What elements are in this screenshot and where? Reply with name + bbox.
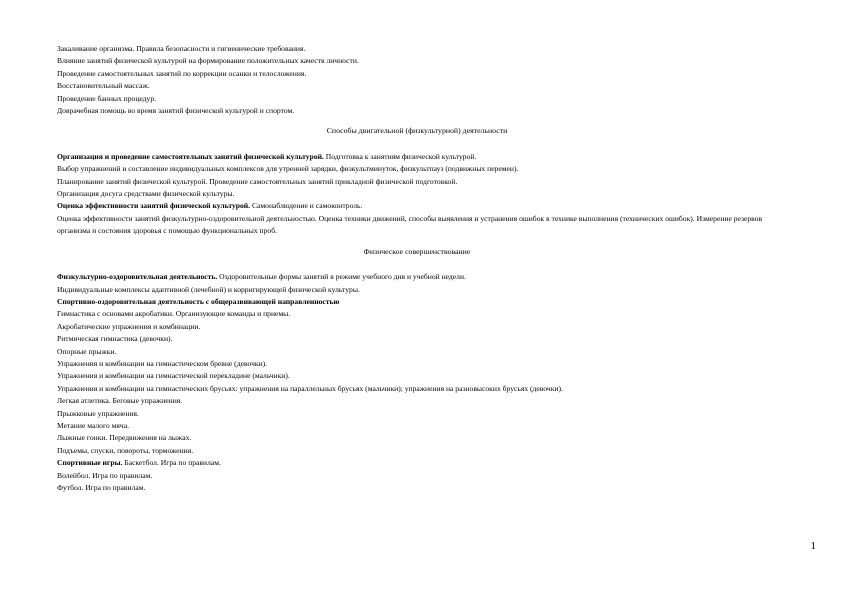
text-line: Выбор упражнений и составление индивидуальных комплексов для утренней зарядки, физкультминуток, физкультпауз (подвижных перемен). xyxy=(57,164,519,174)
text-paragraph: Оценка эффективности занятий физкультурно-оздоровительной деятельностью. Оценка техники движений, способы выявления и устранения ошибок в технике выполнения (технических ошибок). Измерение резервов организма и состояния здоровья с помощью функциональных проб. xyxy=(57,213,763,236)
page-number: 1 xyxy=(810,540,816,552)
bold-lead: Физкультурно-оздоровительная деятельность. xyxy=(57,272,218,282)
text-line: Упражнения и комбинации на гимнастических брусьях: упражнения на параллельных брусьях (мальчики); упражнения на разновысоких брусьях (девочки). xyxy=(57,383,563,393)
text-line: Легкая атлетика. Беговые упражнения. xyxy=(57,396,183,406)
text-line: Прыжковые упражнения. xyxy=(57,408,139,418)
text-line: Футбол. Игра по правилам. xyxy=(57,483,146,492)
text-line: Ритмическая гимнастика (девочки). xyxy=(57,334,173,344)
bold-lead: Спортивные игры. xyxy=(57,458,123,468)
text-line: Опорные прыжки. xyxy=(57,346,117,356)
document-body xyxy=(57,43,777,494)
text-line: Лыжные гонки. Передвижения на лыжах. xyxy=(57,433,192,443)
text-line: Гимнастика с основами акробатики. Организующие команды и приемы. xyxy=(57,309,291,319)
section-heading-improvement: Физическое совершенствование xyxy=(363,246,471,256)
text-line: Упражнения и комбинации на гимнастической перекладине (мальчики). xyxy=(57,371,290,381)
text-line: Физкультурно-оздоровительная деятельность. Оздоровительные формы занятий в режиме учебного дня и учебной недели. xyxy=(57,272,466,282)
text-line: Проведение банных процедур. xyxy=(57,93,157,103)
text-line: Организация и проведение самостоятельных занятий физической культурой. Подготовка к занятиям физической культурой. xyxy=(57,151,477,161)
text-line: Упражнения и комбинации на гимнастическом бревне (девочки). xyxy=(57,358,268,368)
section-improvement xyxy=(57,271,777,494)
section-heading-methods: Способы двигательной (физкультурной) деятельности xyxy=(326,126,508,136)
section-hygiene xyxy=(57,43,777,117)
section-methods xyxy=(57,151,777,238)
text-line: Спортивные игры. Баскетбол. Игра по правилам. xyxy=(57,458,221,468)
text-line: Планирование занятий физической культурой. Проведение самостоятельных занятий прикладной физической подготовкой. xyxy=(57,176,458,186)
bold-lead: Организация и проведение самостоятельных занятий физической культурой. xyxy=(57,151,324,161)
bold-lead: Оценка эффективности занятий физической культурой. xyxy=(57,201,251,211)
text-line: Индивидуальные комплексы адаптивной (лечебной) и корригирующей физической культуры. xyxy=(57,284,360,294)
text-line: Влияние занятий физической культурой на формирование положительных качеств личности. xyxy=(57,56,359,66)
text-line: Акробатические упражнения и комбинации. xyxy=(57,321,201,331)
text-line: Организация досуга средствами физической культуры. xyxy=(57,189,235,199)
text-line: Проведение самостоятельных занятий по коррекции осанки и телосложения. xyxy=(57,68,307,78)
text-line: Метание малого мяча. xyxy=(57,420,129,430)
text-line: Оценка эффективности занятий физической культурой. Самонаблюдение и самоконтроль. xyxy=(57,201,363,211)
text-line: Закаливание организма. Правила безопасности и гигиенические требования. xyxy=(57,44,306,53)
text-line: Волейбол. Игра по правилам. xyxy=(57,470,153,480)
text-line: Восстановительный массаж. xyxy=(57,81,150,91)
text-line: Подъемы, спуски, повороты, торможения. xyxy=(57,445,194,455)
text-line: Доврачебная помощь во время занятий физической культурой и спортом. xyxy=(57,106,295,116)
text-line: Спортивно-оздоровительная деятельность с общеразвивающей направленностью xyxy=(57,296,340,306)
